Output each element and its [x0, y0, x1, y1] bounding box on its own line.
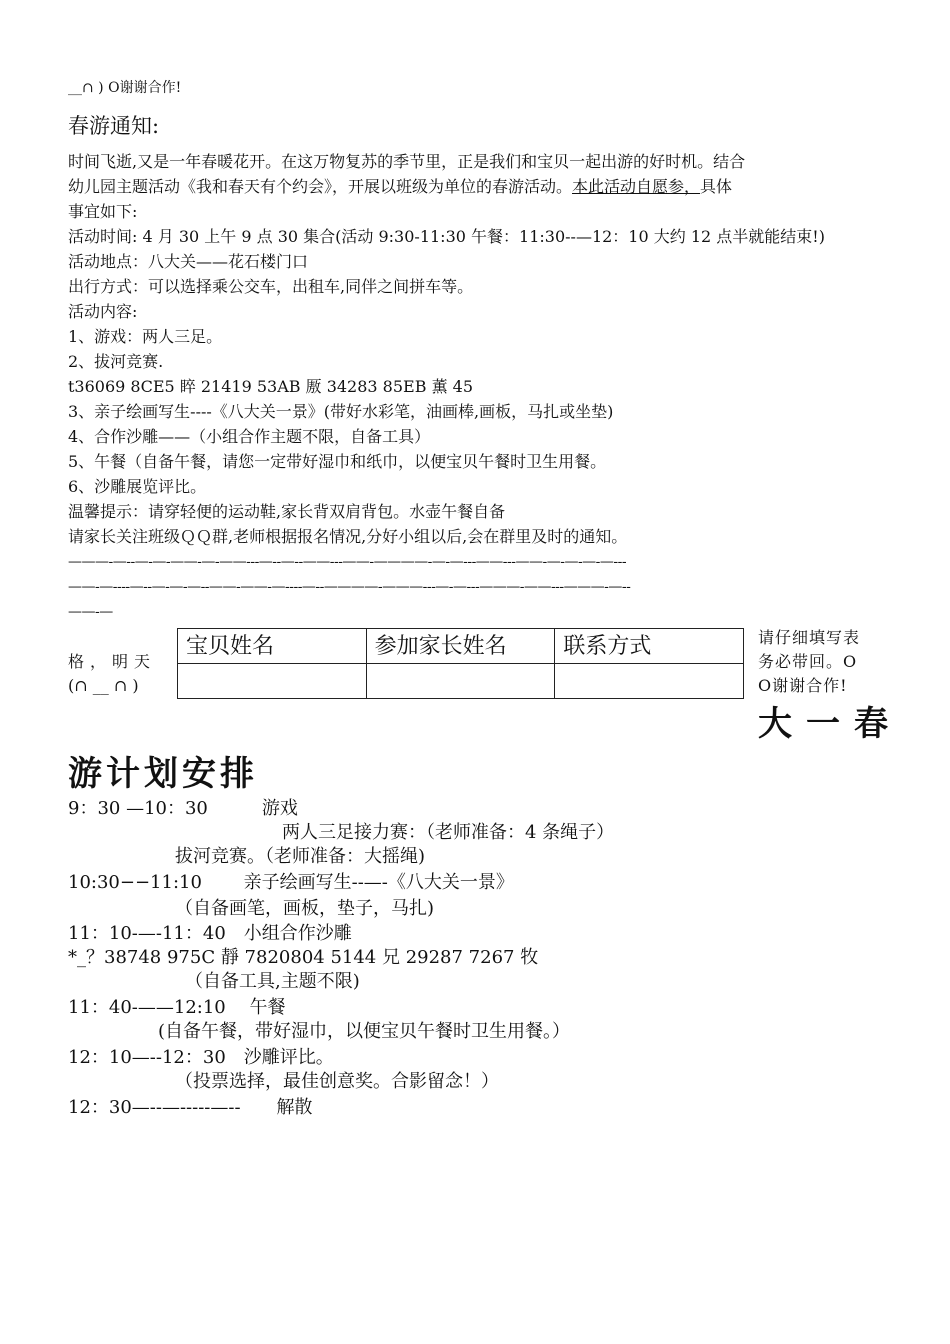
schedule-row: (自备午餐，带好湿巾，以便宝贝午餐时卫生用餐。） — [158, 1021, 571, 1042]
intro-tail: 具体 — [700, 177, 733, 196]
schedule-row: （自备工具,主题不限) — [185, 971, 360, 992]
schedule-row: （自备画笔，画板，垫子，马扎) — [175, 898, 435, 919]
activity-content-label: 活动内容: — [68, 302, 138, 321]
intro-line-2 — [68, 176, 732, 198]
child-name-cell[interactable] — [178, 664, 367, 699]
schedule-row: 12：10—--12：30 沙雕评比。 — [68, 1047, 334, 1068]
noise-line-1: t36069 8CE5 睟 21419 53AB 厫 34283 85EB 薫 45 — [68, 377, 474, 396]
intro-text: 幼儿园主题活动《我和春天有个约会》，开展以班级为单位的春游活动。 — [68, 177, 573, 196]
voluntary-note: 本此活动自愿参， — [572, 177, 701, 196]
activity-item-5: 5、午餐（自备午餐，请您一定带好湿巾和纸巾，以便宝贝午餐时卫生用餐。 — [68, 452, 607, 471]
table-row — [178, 664, 744, 699]
header-contact: 联系方式 — [555, 629, 744, 664]
intro-line-1: 时间飞逝,又是一年春暖花开。在这万物复苏的季节里，正是我们和宝贝一起出游的好时机。结合 — [68, 152, 746, 171]
form-left-note-line-1: 格，明天 — [68, 652, 157, 671]
registration-table — [177, 628, 744, 699]
schedule-row: 拔河竞赛。（老师准备：大摇绳) — [175, 846, 426, 867]
plan-title-part-2: 游计划安排 — [68, 754, 258, 794]
schedule-row: 11：40-——12:10 午餐 — [68, 997, 286, 1018]
schedule-row: 10:30−−11:10 亲子绘画写生--—-《八大关一景》 — [68, 872, 514, 893]
form-left-note-line-2: (∩ __ ∩ ) — [68, 676, 139, 695]
thanks-line: __∩ ) O谢谢合作! — [68, 80, 182, 96]
notice-title: 春游通知: — [68, 114, 160, 138]
form-right-note — [758, 626, 888, 698]
activity-place: 活动地点：八大关——花石楼门口 — [68, 252, 309, 271]
parent-name-cell[interactable] — [366, 664, 555, 699]
cut-line-1: ———-—--—-—-——-—-——---—--—--——---——-————-—-—---——---——-—-—-—-—--- — [68, 554, 627, 570]
activity-time: 活动时间: 4 月 30 上午 9 点 30 集合(活动 9:30-11:30 午餐：11:30--—12：10 大约 12 点半就能结束!) — [68, 227, 825, 246]
schedule-row: 9：30 —10：30 游戏 — [68, 798, 298, 819]
contact-cell[interactable] — [555, 664, 744, 699]
table-header-row — [178, 629, 744, 664]
activity-item-3: 3、亲子绘画写生----《八大关一景》(带好水彩笔，油画棒,画板，马扎或坐垫) — [68, 402, 614, 421]
header-child-name: 宝贝姓名 — [178, 629, 367, 664]
activity-item-4: 4、合作沙雕——（小组合作主题不限，自备工具） — [68, 427, 431, 446]
header-parent-name: 参加家长姓名 — [366, 629, 555, 664]
form-right-note-line-2: 务必带回。O — [758, 652, 858, 671]
cut-line-3: ——-— — [68, 604, 113, 620]
schedule-row: （投票选择，最佳创意奖。合影留念！） — [175, 1071, 499, 1092]
activity-item-1: 1、游戏：两人三足。 — [68, 327, 223, 346]
schedule-row: *_？38748 975C 靜 7820804 5144 兄 29287 7267 牧 — [68, 947, 539, 968]
plan-title-part-1: 大一春 — [758, 704, 902, 744]
tips-line: 温馨提示：请穿轻便的运动鞋,家长背双肩背包。水壶午餐自备 — [68, 502, 506, 521]
activity-item-2: 2、拔河竞赛. — [68, 352, 164, 371]
qq-notice: 请家长关注班级ＱＱ群,老师根据报名情况,分好小组以后,会在群里及时的通知。 — [68, 527, 628, 546]
form-right-note-line-3: O谢谢合作! — [758, 676, 848, 695]
activity-transport: 出行方式：可以选择乘公交车，出租车,同伴之间拼车等。 — [68, 277, 474, 296]
cut-line-2: ——-—----—--—-—-—--——-——-—----—--————-———---—-—---———-——---———-—-- — [68, 579, 631, 595]
schedule-row: 11：10-—-11：40 小组合作沙雕 — [68, 923, 352, 944]
schedule-row: 12：30—--—-----—-- 解散 — [68, 1097, 313, 1118]
schedule-row: 两人三足接力赛：（老师准备：4 条绳子） — [282, 822, 615, 843]
intro-line-3: 事宜如下: — [68, 202, 138, 221]
form-right-note-line-1: 请仔细填写表 — [758, 628, 861, 647]
activity-item-6: 6、沙雕展览评比。 — [68, 477, 207, 496]
form-left-note — [68, 650, 168, 698]
